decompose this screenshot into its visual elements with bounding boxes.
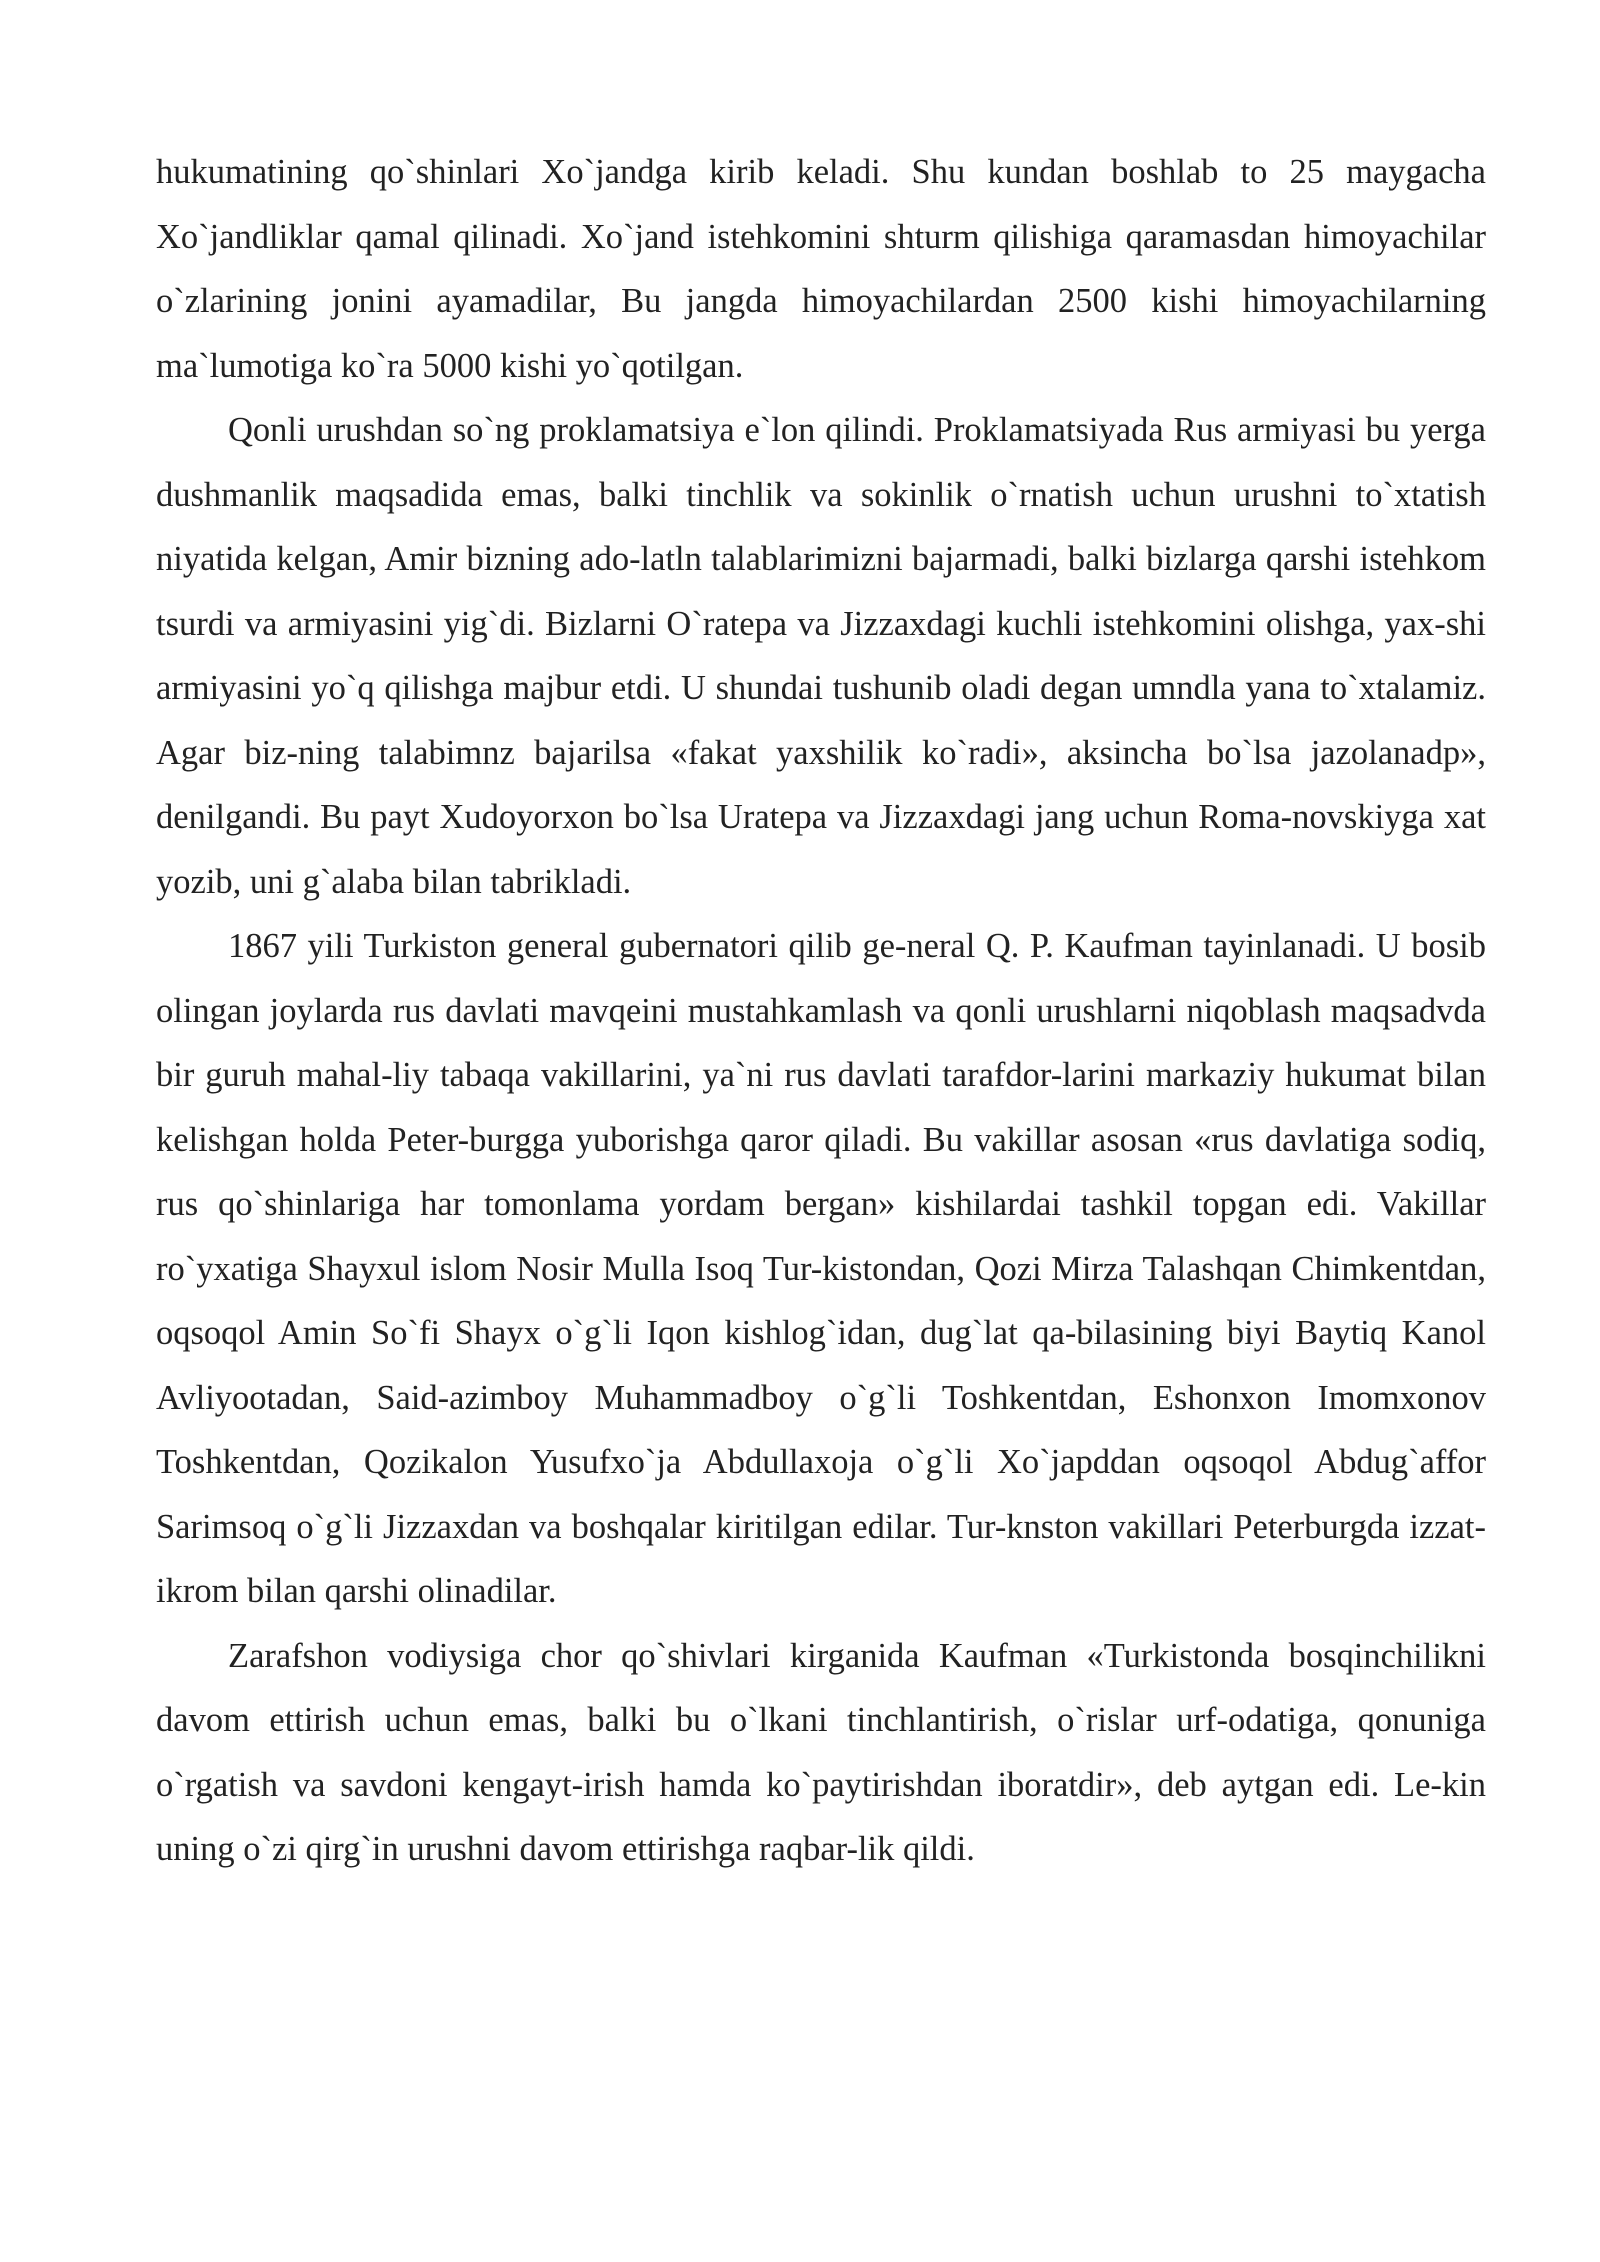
document-body <box>156 140 1486 1882</box>
paragraph-4: Zarafshon vodiysiga chor qo`shivlari kirganida Kaufman «Turkistonda bosqinchilikni davom ettirish uchun emas, balki bu o`lkani tinchlantirish, o`rislar urf-odatiga, qonuniga o`rgatish va savdoni kengayt-irish hamda ko`paytirishdan iboratdir», deb aytgan edi. Le-kin uning o`zi qirg`in urushni davom ettirishga raqbar-lik qildi. <box>156 1636 1486 1868</box>
paragraph-3: 1867 yili Turkiston general gubernatori qilib ge-neral Q. P. Kaufman tayinlanadi. U bosib olingan joylarda rus davlati mavqeini mustahkamlash va qonli urushlarni niqoblash maqsadvda bir guruh mahal-liy tabaqa vakillarini, ya`ni rus davlati tarafdor-larini markaziy hukumat bilan kelishgan holda Peter-burgga yuborishga qaror qiladi. Bu vakillar asosan «rus davlatiga sodiq, rus qo`shinlariga har tomonlama yordam bergan» kishilardai tashkil topgan edi. Vakillar ro`yxatiga Shayxul islom Nosir Mulla Isoq Tur-kistondan, Qozi Mirza Talashqan Chimkentdan, oqsoqol Amin So`fi Shayx o`g`li Iqon kishlog`idan, dug`lat qa-bilasining biyi Baytiq Kanol Avliyootadan, Said-azimboy Muhammadboy o`g`li Toshkentdan, Eshonxon Imomxonov Toshkentdan, Qozikalon Yusufxo`ja Abdullaxoja o`g`li Xo`japddan oqsoqol Abdug`affor Sarimsoq o`g`li Jizzaxdan va boshqalar kiritilgan edilar. Tur-knston vakillari Peterburgda izzat-ikrom bilan qarshi olinadilar. <box>156 927 1486 1610</box>
paragraph-1: hukumatining qo`shinlari Xo`jandga kirib keladi. Shu kundan boshlab to 25 maygacha Xo`jandliklar qamal qilinadi. Xo`jand istehkomini shturm qilishiga qaramasdan himoyachilar o`zlarining jonini ayamadilar, Bu jangda himoyachilardan 2500 kishi himoyachilarning ma`lumotiga ko`ra 5000 kishi yo`qotilgan. <box>156 153 1486 385</box>
paragraph-2: Qonli urushdan so`ng proklamatsiya e`lon qilindi. Proklamatsiyada Rus armiyasi bu yerga dushmanlik maqsadida emas, balki tinchlik va sokinlik o`rnatish uchun urushni to`xtatish niyatida kelgan, Amir bizning ado-latln talablarimizni bajarmadi, balki bizlarga qarshi istehkom tsurdi va armiyasini yig`di. Bizlarni O`ratepa va Jizzaxdagi kuchli istehkomini olishga, yax-shi armiyasini yo`q qilishga majbur etdi. U shundai tushunib oladi degan umndla yana to`xtalamiz. Agar biz-ning talabimnz bajarilsa «fakat yaxshilik ko`radi», aksincha bo`lsa jazolanadp», denilgandi. Bu payt Xudoyorxon bo`lsa Uratepa va Jizzaxdagi jang uchun Roma-novskiyga xat yozib, uni g`alaba bilan tabrikladi. <box>156 411 1486 901</box>
